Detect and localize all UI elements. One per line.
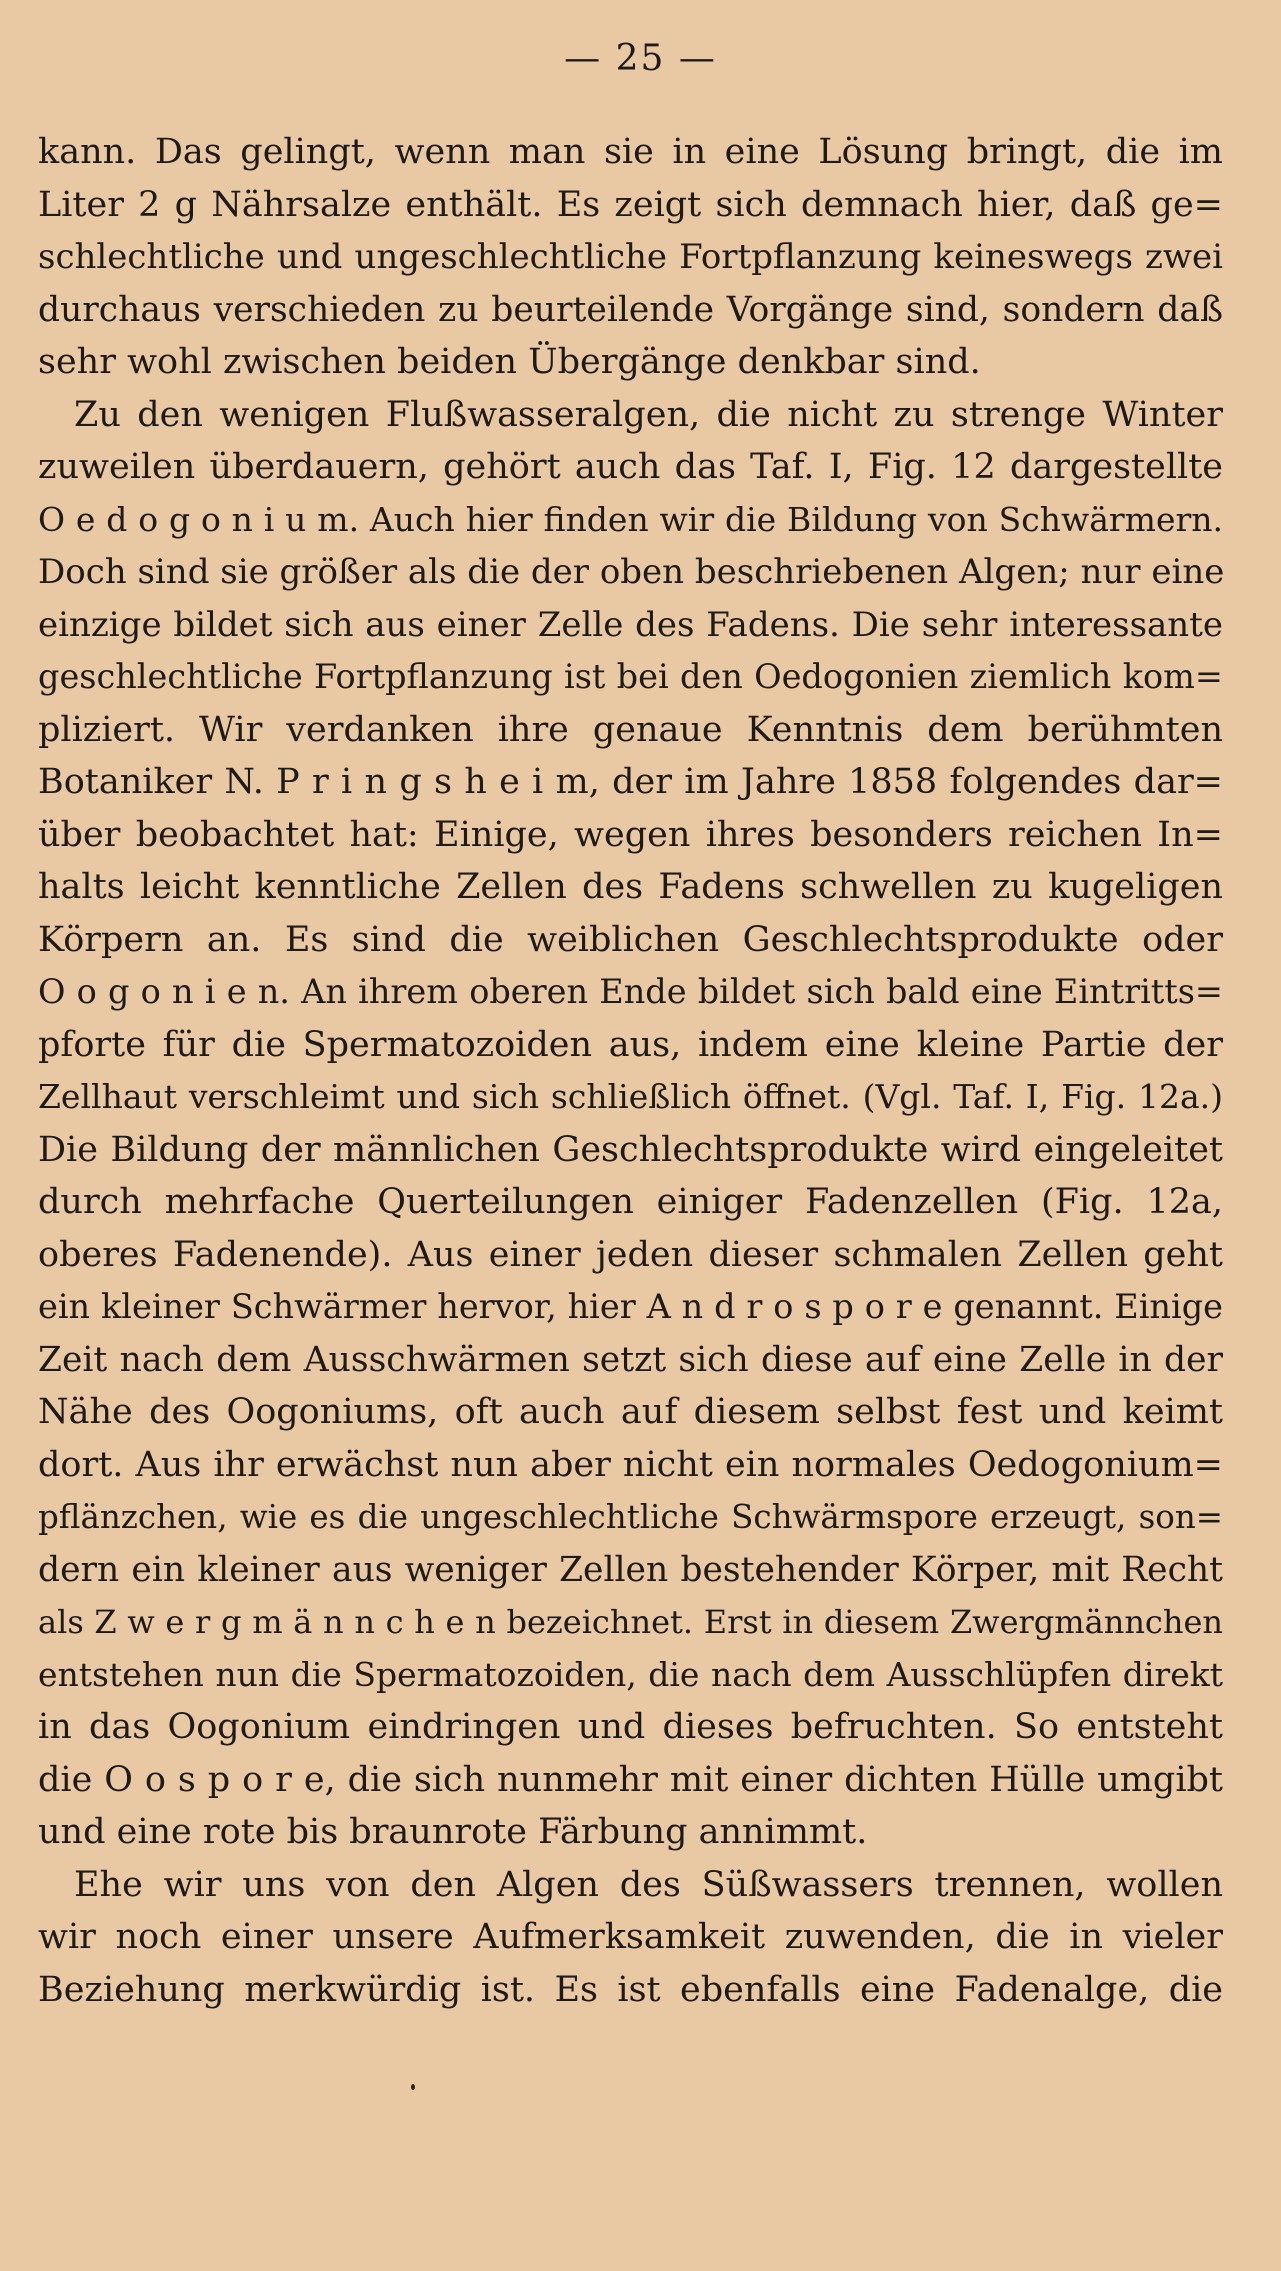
- text-line: ein kleiner Schwärmer hervor, hier A n d r o s p o r e genannt. Einige: [38, 1287, 1223, 1326]
- text-line: wir noch einer unsere Aufmerksamkeit zuwenden, die in vieler: [38, 1917, 1223, 1957]
- text-line: Liter 2 g Nährsalze enthält. Es zeigt sich demnach hier, daß ge=: [38, 184, 1223, 225]
- text-line: Die Bildung der männlichen Geschlechtsprodukte wird eingeleitet: [38, 1129, 1223, 1170]
- text-line: oberes Fadenende). Aus einer jeden dieser schmalen Zellen geht: [38, 1234, 1223, 1275]
- text-line: und eine rote bis braunrote Färbung annimmt.: [38, 1812, 868, 1852]
- text-line: dort. Aus ihr erwächst nun aber nicht ein normales Oedogonium=: [38, 1444, 1223, 1485]
- ink-speck: [411, 2084, 415, 2090]
- text-line: Beziehung merkwürdig ist. Es ist ebenfalls eine Fadenalge, die: [38, 1969, 1223, 2010]
- text-line: pflänzchen, wie es die ungeschlechtliche Schwärmspore erzeugt, son=: [38, 1498, 1223, 1536]
- text-line: die O o s p o r e, die sich nunmehr mit einer dichten Hülle umgibt: [38, 1759, 1223, 1800]
- text-line: Körpern an. Es sind die weiblichen Geschlechtsprodukte oder: [38, 919, 1223, 960]
- text-line: Botaniker N. P r i n g s h e i m, der im Jahre 1858 folgendes dar=: [38, 762, 1223, 802]
- text-line: sehr wohl zwischen beiden Übergänge denkbar sind.: [38, 342, 981, 382]
- text-line: geschlechtliche Fortpflanzung ist bei den Oedogonien ziemlich kom=: [38, 657, 1223, 696]
- text-line: Nähe des Oogoniums, oft auch auf diesem selbst fest und keimt: [38, 1392, 1223, 1432]
- text-line: dern ein kleiner aus weniger Zellen bestehender Körper, mit Recht: [38, 1549, 1223, 1590]
- text-line: Zeit nach dem Ausschwärmen setzt sich diese auf eine Zelle in der: [38, 1339, 1223, 1380]
- text-line: durch mehrfache Querteilungen einiger Fadenzellen (Fig. 12a,: [38, 1182, 1223, 1222]
- text-line: pliziert. Wir verdanken ihre genaue Kenntnis dem berühmten: [38, 709, 1223, 750]
- text-line: kann. Das gelingt, wenn man sie in eine Lösung bringt, die im: [38, 132, 1223, 172]
- text-line: Doch sind sie größer als die der oben beschriebenen Algen; nur eine: [38, 552, 1225, 592]
- text-line: Ehe wir uns von den Algen des Süßwassers trennen, wollen: [74, 1864, 1223, 1905]
- text-line: einzige bildet sich aus einer Zelle des Fadens. Die sehr interessante: [38, 604, 1223, 645]
- text-line: schlechtliche und ungeschlechtliche Fortpflanzung keineswegs zwei: [38, 237, 1223, 277]
- text-line: O o g o n i e n. An ihrem oberen Ende bildet sich bald eine Eintritts=: [38, 972, 1223, 1011]
- text-line: O e d o g o n i u m. Auch hier finden wir die Bildung von Schwärmern.: [38, 499, 1223, 539]
- text-line: als Z w e r g m ä n n c h e n bezeichnet. Erst in diesem Zwergmännchen: [38, 1603, 1223, 1641]
- text-line: Zu den wenigen Flußwasseralgen, die nicht zu strenge Winter: [74, 394, 1223, 435]
- page-number: — 25 —: [564, 38, 717, 79]
- text-line: entstehen nun die Spermatozoiden, die nach dem Ausschlüpfen direkt: [38, 1654, 1223, 1694]
- body-text: [38, 126, 1223, 2016]
- text-line: Zellhaut verschleimt und sich schließlich öffnet. (Vgl. Taf. I, Fig. 12a.): [38, 1077, 1223, 1116]
- text-line: in das Oogonium eindringen und dieses befruchten. So entsteht: [38, 1707, 1223, 1747]
- text-line: halts leicht kenntliche Zellen des Fadens schwellen zu kugeligen: [38, 867, 1223, 907]
- text-line: über beobachtet hat: Einige, wegen ihres besonders reichen In=: [38, 814, 1223, 855]
- text-line: pforte für die Spermatozoiden aus, indem eine kleine Partie der: [38, 1024, 1223, 1065]
- text-line: zuweilen überdauern, gehört auch das Taf. I, Fig. 12 dargestellte: [38, 447, 1223, 487]
- text-line: durchaus verschieden zu beurteilende Vorgänge sind, sondern daß: [38, 289, 1223, 330]
